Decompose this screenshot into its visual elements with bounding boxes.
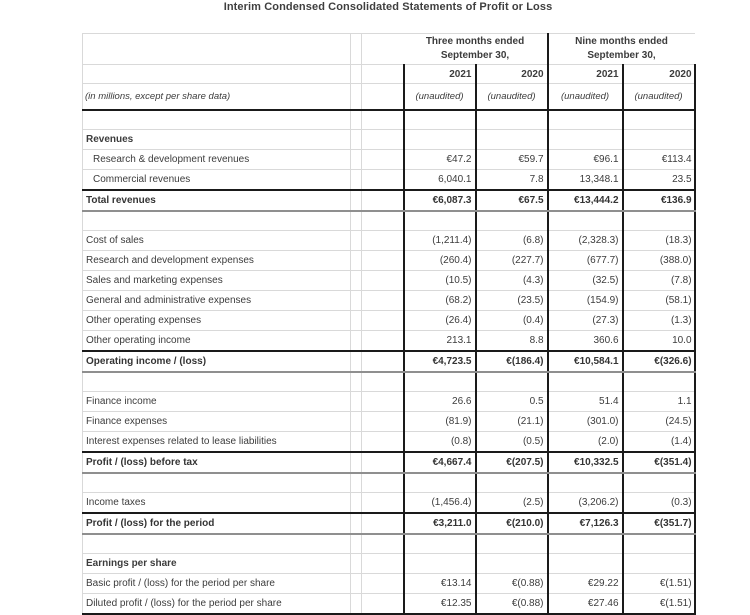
spacer-cell [351,452,362,473]
row-label [83,110,351,130]
row-label [83,534,351,554]
cell-value [623,110,695,130]
spacer-cell [351,513,362,534]
cell-value [548,130,623,150]
spacer-cell [351,251,362,271]
cell-value: (260.4) [404,251,476,271]
spacer-cell [362,452,404,473]
cell-value: €3,211.0 [404,513,476,534]
row-label: Profit / (loss) for the period [83,513,351,534]
statement-table [82,33,696,615]
spacer-cell [83,34,351,65]
cell-value [623,473,695,493]
cell-value: €136.9 [623,190,695,211]
spacer-cell [362,110,404,130]
table-row [83,493,695,514]
cell-value: (1,456.4) [404,493,476,514]
spacer-cell [362,34,404,65]
cell-value: €(1.51) [623,574,695,594]
table-row [83,554,695,574]
cell-value [548,534,623,554]
cell-value [404,110,476,130]
cell-value: 10.0 [623,331,695,352]
cell-value: (388.0) [623,251,695,271]
header-period-groups [83,34,695,65]
cell-value [476,110,548,130]
spacer-cell [362,150,404,170]
cell-value: (27.3) [548,311,623,331]
cell-value: €10,584.1 [548,351,623,372]
cell-value [623,534,695,554]
table-row [83,594,695,615]
cell-value [623,130,695,150]
unaudited-label: (unaudited) [623,84,695,111]
cell-value: €7,126.3 [548,513,623,534]
cell-value: (1,211.4) [404,231,476,251]
group-line1: Three months ended [425,36,525,47]
spacer-cell [351,110,362,130]
spacer-cell [351,34,362,65]
spacer-cell [362,574,404,594]
cell-value: €96.1 [548,150,623,170]
spacer-cell [351,372,362,392]
cell-value: €59.7 [476,150,548,170]
row-label: Profit / (loss) before tax [83,452,351,473]
table-row [83,110,695,130]
cell-value: 1.1 [623,392,695,412]
statement-table-container [82,33,696,615]
spacer-cell [362,211,404,231]
spacer-cell [362,534,404,554]
cell-value: €27.46 [548,594,623,615]
spacer-cell [351,65,362,84]
cell-value: (26.4) [404,311,476,331]
cell-value: 51.4 [548,392,623,412]
row-label [83,473,351,493]
cell-value: €29.22 [548,574,623,594]
spacer-cell [362,84,404,111]
cell-value [623,554,695,574]
header-note-unaudited [83,84,695,111]
year-header: 2021 [548,65,623,84]
cell-value: (1.4) [623,432,695,453]
cell-value: €6,087.3 [404,190,476,211]
spacer-cell [351,412,362,432]
spacer-cell [362,473,404,493]
spacer-cell [362,412,404,432]
spacer-cell [362,170,404,191]
cell-value: (2,328.3) [548,231,623,251]
spacer-cell [351,271,362,291]
unaudited-label: (unaudited) [404,84,476,111]
spacer-cell [351,150,362,170]
cell-value: €(210.0) [476,513,548,534]
cell-value: (0.4) [476,311,548,331]
year-header: 2020 [476,65,548,84]
cell-value: €113.4 [623,150,695,170]
cell-value: €(1.51) [623,594,695,615]
cell-value [404,130,476,150]
spacer-cell [362,351,404,372]
table-row [83,130,695,150]
cell-value: (2.5) [476,493,548,514]
table-row [83,331,695,352]
table-row [83,351,695,372]
table-row [83,311,695,331]
cell-value [476,372,548,392]
cell-value: (2.0) [548,432,623,453]
spacer-cell [351,432,362,453]
spacer-cell [351,130,362,150]
row-label: Earnings per share [83,554,351,574]
table-row [83,251,695,271]
table-row [83,170,695,191]
table-row [83,150,695,170]
table-row [83,574,695,594]
spacer-cell [362,554,404,574]
spacer-cell [351,534,362,554]
year-header: 2020 [623,65,695,84]
row-label: Other operating expenses [83,311,351,331]
spacer-cell [351,211,362,231]
cell-value [548,554,623,574]
column-group-three-months [404,34,548,65]
table-row [83,432,695,453]
spacer-cell [351,231,362,251]
row-label: Finance income [83,392,351,412]
cell-value: 26.6 [404,392,476,412]
cell-value: (32.5) [548,271,623,291]
group-line2: September 30, [587,50,656,61]
row-label: Finance expenses [83,412,351,432]
cell-value: €13.14 [404,574,476,594]
table-row [83,534,695,554]
row-label: Sales and marketing expenses [83,271,351,291]
spacer-cell [362,432,404,453]
cell-value [548,110,623,130]
row-label [83,372,351,392]
cell-value: €(186.4) [476,351,548,372]
unaudited-label: (unaudited) [548,84,623,111]
table-row [83,271,695,291]
year-header: 2021 [404,65,476,84]
cell-value: €(351.7) [623,513,695,534]
table-row [83,291,695,311]
table-row [83,473,695,493]
table-body [83,110,695,614]
table-row [83,452,695,473]
cell-value: 360.6 [548,331,623,352]
spacer-cell [362,331,404,352]
row-label: Total revenues [83,190,351,211]
cell-value [476,473,548,493]
cell-value: (21.1) [476,412,548,432]
spacer-cell [83,65,351,84]
cell-value [476,211,548,231]
cell-value [404,211,476,231]
cell-value: (24.5) [623,412,695,432]
spacer-cell [351,554,362,574]
cell-value [404,372,476,392]
units-note: (in millions, except per share data) [83,84,351,111]
spacer-cell [362,493,404,514]
cell-value: (0.5) [476,432,548,453]
cell-value: (58.1) [623,291,695,311]
cell-value [476,534,548,554]
cell-value: (3,206.2) [548,493,623,514]
cell-value: 0.5 [476,392,548,412]
cell-value [548,473,623,493]
spacer-cell [362,311,404,331]
spacer-cell [362,594,404,615]
header-years [83,65,695,84]
cell-value: €(351.4) [623,452,695,473]
cell-value: €47.2 [404,150,476,170]
table-row [83,513,695,534]
cell-value: (68.2) [404,291,476,311]
row-label [83,211,351,231]
cell-value [623,211,695,231]
cell-value: 213.1 [404,331,476,352]
spacer-cell [362,392,404,412]
group-line2: September 30, [440,50,510,61]
row-label: Diluted profit / (loss) for the period per share [83,594,351,615]
cell-value: (18.3) [623,231,695,251]
column-group-nine-months [548,34,695,65]
cell-value: €10,332.5 [548,452,623,473]
cell-value: 6,040.1 [404,170,476,191]
row-label: Basic profit / (loss) for the period per share [83,574,351,594]
spacer-cell [362,372,404,392]
cell-value [476,130,548,150]
cell-value [623,372,695,392]
cell-value: (23.5) [476,291,548,311]
row-label: Income taxes [83,493,351,514]
cell-value: (81.9) [404,412,476,432]
cell-value: €4,667.4 [404,452,476,473]
page-title: Interim Condensed Consolidated Statements of Profit or Loss [223,1,553,13]
table-row [83,372,695,392]
spacer-cell [351,574,362,594]
table-row [83,231,695,251]
cell-value: €12.35 [404,594,476,615]
cell-value: 8.8 [476,331,548,352]
cell-value [548,211,623,231]
row-label: Operating income / (loss) [83,351,351,372]
spacer-cell [362,190,404,211]
cell-value: (301.0) [548,412,623,432]
spacer-cell [351,493,362,514]
cell-value: €(207.5) [476,452,548,473]
group-line1: Nine months ended [575,36,668,47]
row-label: Research and development expenses [83,251,351,271]
cell-value [548,372,623,392]
table-row [83,392,695,412]
spacer-cell [362,513,404,534]
cell-value: (154.9) [548,291,623,311]
cell-value: €(326.6) [623,351,695,372]
spacer-cell [351,331,362,352]
cell-value: (6.8) [476,231,548,251]
row-label: Interest expenses related to lease liabilities [83,432,351,453]
spacer-cell [351,594,362,615]
spacer-cell [362,231,404,251]
cell-value [476,554,548,574]
spacer-cell [362,291,404,311]
row-label: Revenues [83,130,351,150]
cell-value [404,534,476,554]
table-row [83,190,695,211]
cell-value: (227.7) [476,251,548,271]
spacer-cell [351,473,362,493]
row-label: Research & development revenues [83,150,351,170]
cell-value: 13,348.1 [548,170,623,191]
cell-value: 7.8 [476,170,548,191]
cell-value: €(0.88) [476,574,548,594]
spacer-cell [362,251,404,271]
spacer-cell [351,311,362,331]
cell-value: (4.3) [476,271,548,291]
cell-value: (677.7) [548,251,623,271]
cell-value: (1.3) [623,311,695,331]
spacer-cell [362,271,404,291]
spacer-cell [362,130,404,150]
cell-value: €67.5 [476,190,548,211]
cell-value: (0.8) [404,432,476,453]
cell-value: 23.5 [623,170,695,191]
spacer-cell [362,65,404,84]
cell-value: €(0.88) [476,594,548,615]
cell-value: (7.8) [623,271,695,291]
spacer-cell [351,190,362,211]
spacer-cell [351,351,362,372]
cell-value: €4,723.5 [404,351,476,372]
table-row [83,211,695,231]
table-row [83,412,695,432]
spacer-cell [351,392,362,412]
cell-value [404,554,476,574]
spacer-cell [351,170,362,191]
spacer-cell [351,84,362,111]
row-label: General and administrative expenses [83,291,351,311]
row-label: Commercial revenues [83,170,351,191]
unaudited-label: (unaudited) [476,84,548,111]
cell-value [404,473,476,493]
row-label: Cost of sales [83,231,351,251]
cell-value: €13,444.2 [548,190,623,211]
cell-value: (0.3) [623,493,695,514]
spacer-cell [351,291,362,311]
row-label: Other operating income [83,331,351,352]
cell-value: (10.5) [404,271,476,291]
